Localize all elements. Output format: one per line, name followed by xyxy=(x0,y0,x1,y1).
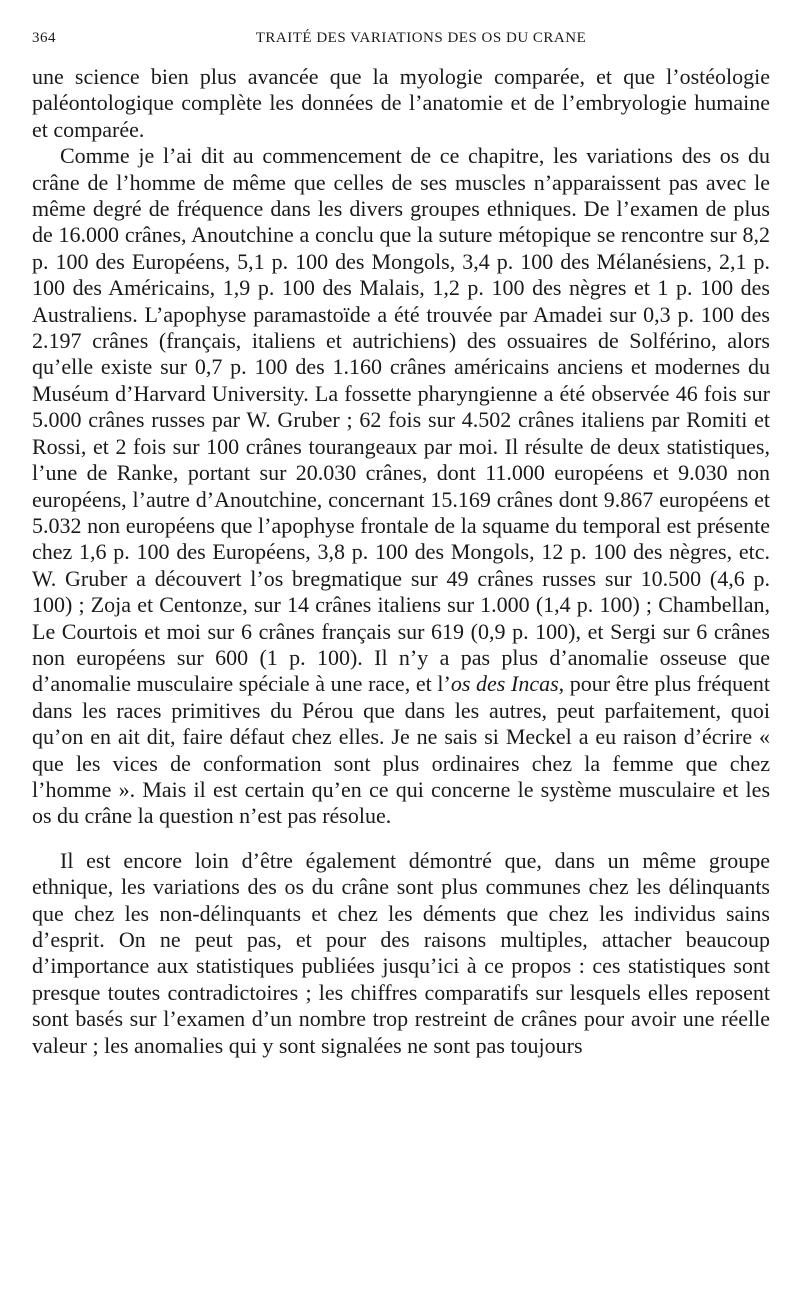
paragraph-variations-text-a: Comme je l’ai dit au commencement de ce chapitre, les variations des os du crâne de l’homme de même que celles de ses muscles n’apparaissent pas avec le même degré de fréquence dans les divers groupes ethniques. De l’examen de plus de 16.000 crânes, Anoutchine a conclu que la suture métopique se rencontre sur 8,2 p. 100 des Européens, 5,1 p. 100 des Mongols, 3,4 p. 100 des Mélanésiens, 2,1 p. 100 des Américains, 1,9 p. 100 des Malais, 1,2 p. 100 des nègres et 1 p. 100 des Australiens. L’apophyse paramastoïde a été trouvée par Amadei sur 0,3 p. 100 des 2.197 crânes (français, italiens et autrichiens) des ossuaires de Solférino, alors qu’elle existe sur 0,7 p. 100 des 1.160 crânes américains anciens et modernes du Muséum d’Harvard University. La fossette pharyngienne a été observée 46 fois sur 5.000 crânes russes par W. Gruber ; 62 fois sur 4.502 crânes italiens par Romiti et Rossi, et 2 fois sur 100 crânes tourangeaux par moi. Il résulte de deux statistiques, l’une de Ranke, portant sur 20.030 crânes, dont 11.000 européens et 9.030 non européens, l’autre d’Anoutchine, concernant 15.169 crânes dont 9.867 européens et 5.032 non européens que l’apophyse frontale de la squame du temporal est présente chez 1,6 p. 100 des Européens, 3,8 p. 100 des Mongols, 12 p. 100 des nègres, etc. W. Gruber a découvert l’os bregmatique sur 49 crânes russes sur 10.500 (4,6 p. 100) ; Zoja et Centonze, sur 14 crânes italiens sur 1.000 (1,4 p. 100) ; Chambellan, Le Courtois et moi sur 6 crânes français sur 619 (0,9 p. 100), et Sergi sur 6 crânes non européens sur 600 (1 p. 100). Il n’y a pas plus d’anomalie osseuse que d’anomalie musculaire spéciale à une race, et l’ xyxy=(32,143,770,697)
paragraph-continuation: une science bien plus avancée que la myologie comparée, et que l’ostéologie paléontologique complète les données de l’anatomie et de l’embryologie humaine et comparée. xyxy=(32,64,770,142)
paragraph-variations-text-b: , pour être plus fréquent dans les races primitives du Pérou que dans les autres, peut parfaitement, quoi qu’on en ait dit, faire défaut chez elles. Je ne sais si Meckel a eu raison d’écrire « que les vices de conformation sont plus ordinaires chez la femme que chez l’homme ». Mais il est certain qu’en ce qui concerne le système musculaire et les os du crâne la question n’est pas résolue. xyxy=(32,671,770,829)
paragraph-variations xyxy=(32,143,770,830)
page-number: 364 xyxy=(32,30,56,46)
paragraph-delinquants: Il est encore loin d’être également démontré que, dans un même groupe ethnique, les variations des os du crâne sont plus communes chez les délinquants que chez les non-délinquants et chez les déments que chez les individus sains d’esprit. On ne peut pas, et pour des raisons multiples, attacher beaucoup d’importance aux statistiques publiées jusqu’ici à ce propos : ces statistiques sont presque toutes contradictoires ; les chiffres comparatifs sur lesquels elles reposent sont basés sur l’examen d’un nombre trop restreint de crânes pour avoir une réelle valeur ; les anomalies qui y sont signalées ne sont pas toujours xyxy=(32,847,770,1058)
running-title: TRAITÉ DES VARIATIONS DES OS DU CRANE xyxy=(255,30,587,46)
body-text xyxy=(32,64,770,1059)
italic-term-os-des-incas: os des Incas xyxy=(450,671,559,697)
running-header xyxy=(32,30,770,52)
